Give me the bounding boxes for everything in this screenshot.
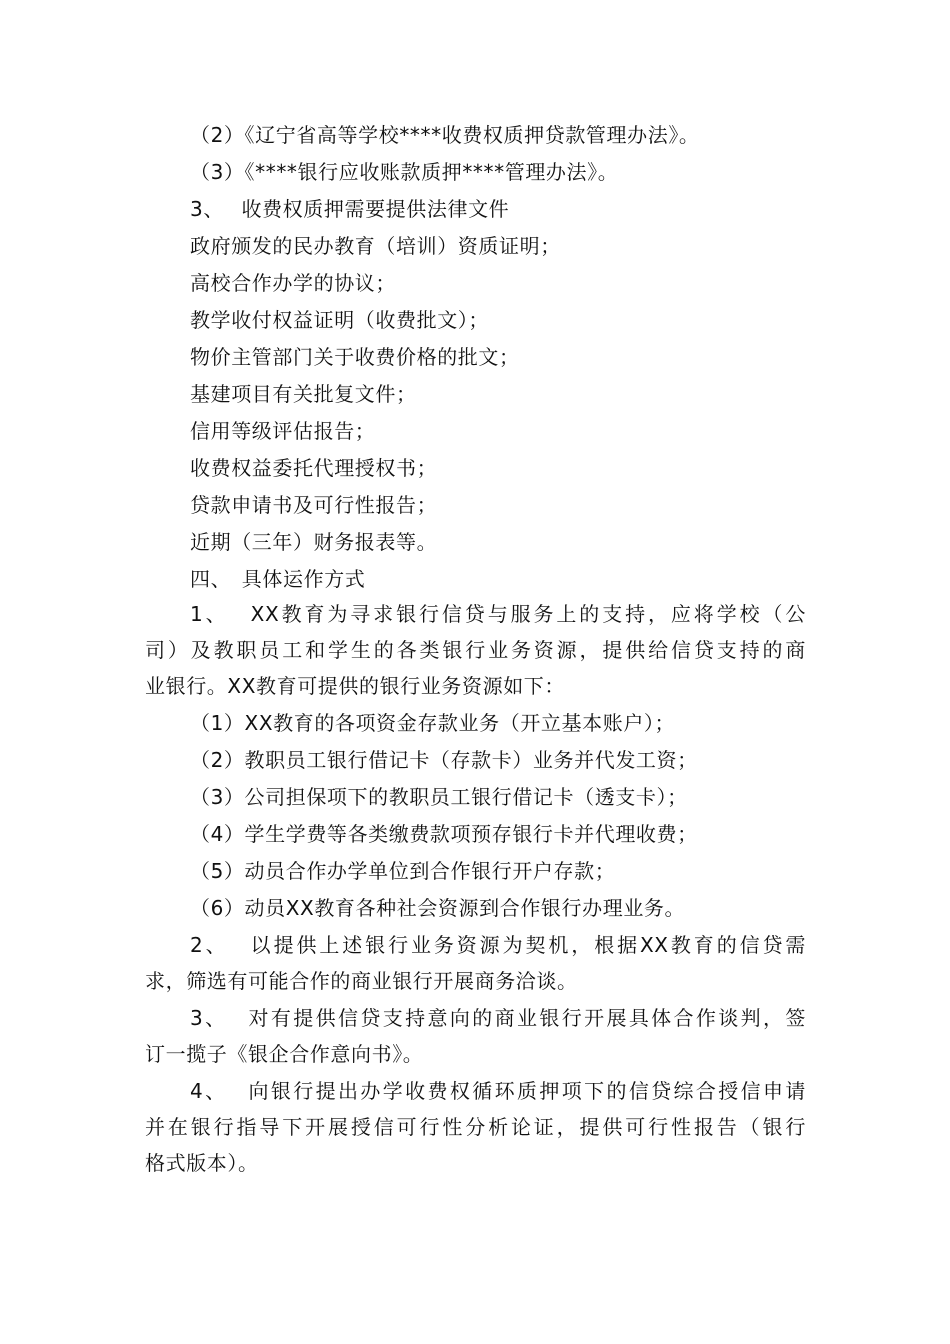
text-line: 4、 向银行提出办学收费权循环质押项下的信贷综合授信申请 [190, 1079, 806, 1103]
list-item: （2）教职员工银行借记卡（存款卡）业务并代发工资； [190, 748, 698, 772]
text-line: 业银行。XX教育可提供的银行业务资源如下： [145, 674, 566, 698]
text-line: 教学收付权益证明（收费批文）； [190, 308, 489, 332]
text-line: 3、 收费权质押需要提供法律文件 [190, 197, 510, 221]
section-heading: 四、 具体运作方式 [190, 567, 366, 591]
text-line: 信用等级评估报告； [190, 419, 376, 443]
text-line: 贷款申请书及可行性报告； [190, 493, 438, 517]
list-item: （6）动员XX教育各种社会资源到合作银行办理业务。 [190, 896, 686, 920]
list-item: （3）公司担保项下的教职员工银行借记卡（透支卡）； [190, 785, 688, 809]
text-line: 3、 对有提供信贷支持意向的商业银行开展具体合作谈判，签 [190, 1006, 806, 1030]
list-item: （1）XX教育的各项资金存款业务（开立基本账户）； [190, 711, 676, 735]
text-line: 求，筛选有可能合作的商业银行开展商务洽谈。 [145, 969, 578, 993]
text-line: （3）《****银行应收账款质押****管理办法》。 [190, 160, 619, 184]
text-line: 2、 以提供上述银行业务资源为契机，根据XX教育的信贷需 [190, 933, 806, 957]
text-line: 高校合作办学的协议； [190, 271, 396, 295]
text-line: 1、 XX教育为寻求银行信贷与服务上的支持，应将学校（公 [190, 602, 806, 626]
text-line: （2）《辽宁省高等学校****收费权质押贷款管理办法》。 [190, 123, 700, 147]
text-line: 格式版本）。 [145, 1151, 259, 1175]
text-line: 并在银行指导下开展授信可行性分析论证，提供可行性报告（银行 [145, 1115, 806, 1139]
list-item: （5）动员合作办学单位到合作银行开户存款； [190, 859, 616, 883]
text-line: 近期（三年）财务报表等。 [190, 530, 438, 554]
text-line: 政府颁发的民办教育（培训）资质证明； [190, 234, 561, 258]
text-line: 司）及教职员工和学生的各类银行业务资源，提供给信贷支持的商 [145, 638, 806, 662]
list-item: （4）学生学费等各类缴费款项预存银行卡并代理收费； [190, 822, 698, 846]
text-line: 基建项目有关批复文件； [190, 382, 417, 406]
text-line: 订一揽子《银企合作意向书》。 [145, 1042, 424, 1066]
text-line: 收费权益委托代理授权书； [190, 456, 438, 480]
text-line: 物价主管部门关于收费价格的批文； [190, 345, 520, 369]
